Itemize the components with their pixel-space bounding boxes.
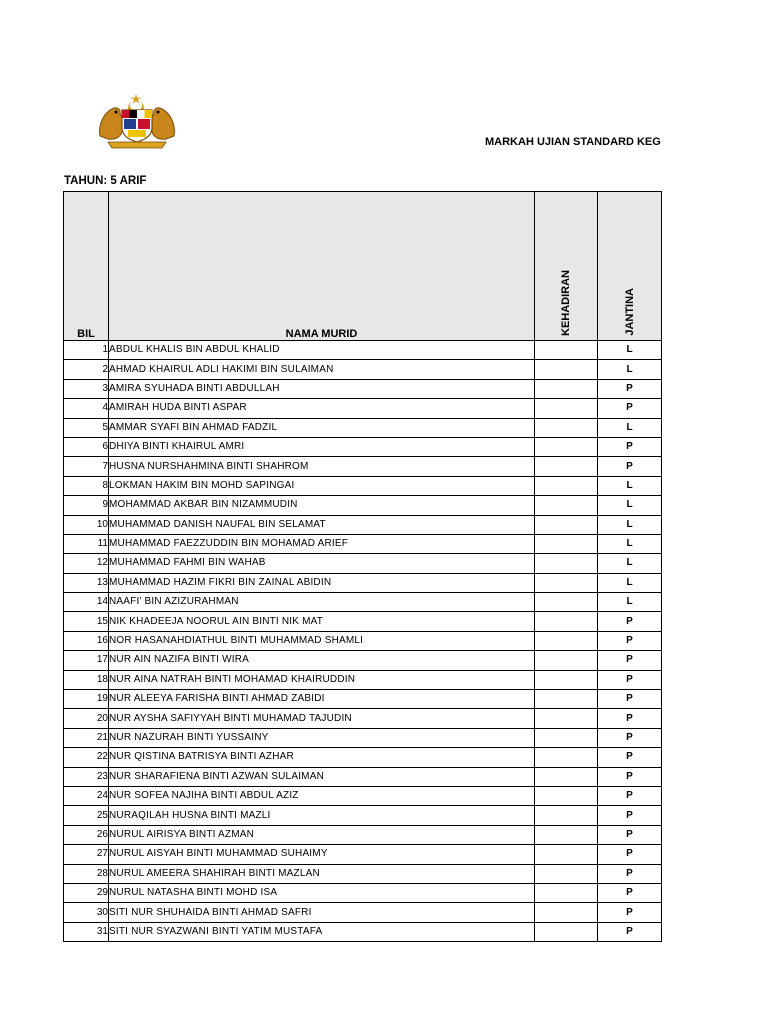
attendance-cell[interactable]	[535, 767, 598, 786]
table-row	[64, 379, 662, 398]
student-name-cell: NUR NAZURAH BINTI YUSSAINY	[109, 728, 535, 747]
gender-cell: P	[598, 651, 662, 670]
student-name-cell: NUR QISTINA BATRISYA BINTI AZHAR	[109, 748, 535, 767]
student-name-cell: NUR SOFEA NAJIHA BINTI ABDUL AZIZ	[109, 786, 535, 805]
student-name-cell: MUHAMMAD FAEZZUDDIN BIN MOHAMAD ARIEF	[109, 534, 535, 553]
row-number-cell: 7	[64, 457, 109, 476]
attendance-cell[interactable]	[535, 903, 598, 922]
table-row	[64, 515, 662, 534]
row-number-cell: 18	[64, 670, 109, 689]
gender-cell: P	[598, 825, 662, 844]
student-name-cell: AMMAR SYAFI BIN AHMAD FADZIL	[109, 418, 535, 437]
student-name-cell: SITI NUR SYAZWANI BINTI YATIM MUSTAFA	[109, 922, 535, 941]
attendance-cell[interactable]	[535, 496, 598, 515]
student-name-cell: NURUL AISYAH BINTI MUHAMMAD SUHAIMY	[109, 845, 535, 864]
student-name-cell: NUR AIN NAZIFA BINTI WIRA	[109, 651, 535, 670]
table-row	[64, 341, 662, 360]
attendance-cell[interactable]	[535, 670, 598, 689]
gender-cell: P	[598, 457, 662, 476]
row-number-cell: 13	[64, 573, 109, 592]
table-row	[64, 554, 662, 573]
attendance-cell[interactable]	[535, 825, 598, 844]
gender-cell: P	[598, 379, 662, 398]
gender-cell: P	[598, 612, 662, 631]
table-row	[64, 864, 662, 883]
attendance-cell[interactable]	[535, 690, 598, 709]
row-number-cell: 12	[64, 554, 109, 573]
gender-cell: L	[598, 593, 662, 612]
gender-cell: L	[598, 573, 662, 592]
attendance-cell[interactable]	[535, 379, 598, 398]
student-name-cell: NOR HASANAHDIATHUL BINTI MUHAMMAD SHAMLI	[109, 631, 535, 650]
student-name-cell: MUHAMMAD HAZIM FIKRI BIN ZAINAL ABIDIN	[109, 573, 535, 592]
row-number-cell: 22	[64, 748, 109, 767]
attendance-cell[interactable]	[535, 864, 598, 883]
student-name-cell: NURUL NATASHA BINTI MOHD ISA	[109, 883, 535, 902]
table-row	[64, 573, 662, 592]
attendance-cell[interactable]	[535, 418, 598, 437]
gender-cell: L	[598, 360, 662, 379]
row-number-cell: 23	[64, 767, 109, 786]
gender-cell: P	[598, 786, 662, 805]
attendance-cell[interactable]	[535, 806, 598, 825]
table-row	[64, 748, 662, 767]
gender-cell: L	[598, 476, 662, 495]
student-name-cell: NURUL AIRISYA BINTI AZMAN	[109, 825, 535, 844]
attendance-cell[interactable]	[535, 554, 598, 573]
student-name-cell: LOKMAN HAKIM BIN MOHD SAPINGAI	[109, 476, 535, 495]
row-number-cell: 24	[64, 786, 109, 805]
attendance-cell[interactable]	[535, 534, 598, 553]
row-number-cell: 21	[64, 728, 109, 747]
student-name-cell: AHMAD KHAIRUL ADLI HAKIMI BIN SULAIMAN	[109, 360, 535, 379]
row-number-cell: 27	[64, 845, 109, 864]
table-row	[64, 690, 662, 709]
table-row	[64, 651, 662, 670]
row-number-cell: 9	[64, 496, 109, 515]
table-body	[64, 341, 662, 942]
student-name-cell: MOHAMMAD AKBAR BIN NIZAMMUDIN	[109, 496, 535, 515]
attendance-cell[interactable]	[535, 786, 598, 805]
gender-cell: P	[598, 845, 662, 864]
attendance-cell[interactable]	[535, 573, 598, 592]
table-row	[64, 709, 662, 728]
table-row	[64, 786, 662, 805]
attendance-cell[interactable]	[535, 341, 598, 360]
row-number-cell: 19	[64, 690, 109, 709]
table-row	[64, 728, 662, 747]
attendance-cell[interactable]	[535, 651, 598, 670]
table-row	[64, 399, 662, 418]
column-header-nama-murid: NAMA MURID	[109, 192, 535, 341]
row-number-cell: 6	[64, 437, 109, 456]
gender-cell: P	[598, 690, 662, 709]
student-name-cell: AMIRAH HUDA BINTI ASPAR	[109, 399, 535, 418]
row-number-cell: 30	[64, 903, 109, 922]
gender-cell: L	[598, 515, 662, 534]
row-number-cell: 29	[64, 883, 109, 902]
attendance-cell[interactable]	[535, 457, 598, 476]
row-number-cell: 17	[64, 651, 109, 670]
attendance-cell[interactable]	[535, 748, 598, 767]
attendance-cell[interactable]	[535, 476, 598, 495]
gender-cell: L	[598, 554, 662, 573]
gender-cell: P	[598, 864, 662, 883]
table-row	[64, 612, 662, 631]
table-row	[64, 883, 662, 902]
student-name-cell: NUR AYSHA SAFIYYAH BINTI MUHAMAD TAJUDIN	[109, 709, 535, 728]
gender-cell: P	[598, 748, 662, 767]
student-name-cell: NUR ALEEYA FARISHA BINTI AHMAD ZABIDI	[109, 690, 535, 709]
table-row	[64, 360, 662, 379]
student-name-cell: MUHAMMAD FAHMI BIN WAHAB	[109, 554, 535, 573]
student-name-cell: NURUL AMEERA SHAHIRAH BINTI MAZLAN	[109, 864, 535, 883]
student-name-cell: NIK KHADEEJA NOORUL AIN BINTI NIK MAT	[109, 612, 535, 631]
column-header-jantina: JANTINA	[598, 192, 662, 341]
attendance-cell[interactable]	[535, 883, 598, 902]
attendance-cell[interactable]	[535, 631, 598, 650]
table-row	[64, 670, 662, 689]
gender-cell: P	[598, 922, 662, 941]
column-header-bil: BIL	[64, 192, 109, 341]
gender-cell: L	[598, 534, 662, 553]
table-row	[64, 922, 662, 941]
row-number-cell: 14	[64, 593, 109, 612]
attendance-cell[interactable]	[535, 360, 598, 379]
student-name-cell: DHIYA BINTI KHAIRUL AMRI	[109, 437, 535, 456]
coat-of-arms-icon	[94, 92, 180, 150]
student-name-cell: NUR AINA NATRAH BINTI MOHAMAD KHAIRUDDIN	[109, 670, 535, 689]
gender-cell: P	[598, 903, 662, 922]
table-row	[64, 845, 662, 864]
student-name-cell: ABDUL KHALIS BIN ABDUL KHALID	[109, 341, 535, 360]
row-number-cell: 1	[64, 341, 109, 360]
student-table	[63, 191, 662, 942]
class-label: TAHUN: 5 ARIF	[64, 175, 147, 187]
gender-cell: P	[598, 728, 662, 747]
gender-cell: L	[598, 418, 662, 437]
student-name-cell: NURAQILAH HUSNA BINTI MAZLI	[109, 806, 535, 825]
table-header-row	[64, 192, 662, 341]
row-number-cell: 8	[64, 476, 109, 495]
table-row	[64, 631, 662, 650]
table-row	[64, 418, 662, 437]
gender-cell: P	[598, 709, 662, 728]
table-row	[64, 476, 662, 495]
row-number-cell: 3	[64, 379, 109, 398]
gender-cell: P	[598, 767, 662, 786]
row-number-cell: 28	[64, 864, 109, 883]
gender-cell: L	[598, 496, 662, 515]
row-number-cell: 31	[64, 922, 109, 941]
gender-cell: P	[598, 670, 662, 689]
row-number-cell: 10	[64, 515, 109, 534]
attendance-cell[interactable]	[535, 593, 598, 612]
table-row	[64, 806, 662, 825]
row-number-cell: 4	[64, 399, 109, 418]
attendance-cell[interactable]	[535, 709, 598, 728]
table-row	[64, 457, 662, 476]
attendance-cell[interactable]	[535, 922, 598, 941]
gender-cell: P	[598, 437, 662, 456]
attendance-cell[interactable]	[535, 612, 598, 631]
row-number-cell: 16	[64, 631, 109, 650]
table-row	[64, 437, 662, 456]
attendance-cell[interactable]	[535, 845, 598, 864]
table-row	[64, 903, 662, 922]
row-number-cell: 26	[64, 825, 109, 844]
attendance-cell[interactable]	[535, 728, 598, 747]
student-name-cell: HUSNA NURSHAHMINA BINTI SHAHROM	[109, 457, 535, 476]
table-row	[64, 534, 662, 553]
gender-cell: P	[598, 631, 662, 650]
attendance-cell[interactable]	[535, 515, 598, 534]
student-name-cell: NAAFI' BIN AZIZURAHMAN	[109, 593, 535, 612]
gender-cell: P	[598, 399, 662, 418]
student-name-cell: NUR SHARAFIENA BINTI AZWAN SULAIMAN	[109, 767, 535, 786]
table-row	[64, 825, 662, 844]
table-row	[64, 593, 662, 612]
student-name-cell: MUHAMMAD DANISH NAUFAL BIN SELAMAT	[109, 515, 535, 534]
table-row	[64, 767, 662, 786]
row-number-cell: 2	[64, 360, 109, 379]
row-number-cell: 11	[64, 534, 109, 553]
row-number-cell: 20	[64, 709, 109, 728]
student-name-cell: SITI NUR SHUHAIDA BINTI AHMAD SAFRI	[109, 903, 535, 922]
column-header-kehadiran: KEHADIRAN	[535, 192, 598, 341]
gender-cell: P	[598, 806, 662, 825]
student-name-cell: AMIRA SYUHADA BINTI ABDULLAH	[109, 379, 535, 398]
table-row	[64, 496, 662, 515]
row-number-cell: 5	[64, 418, 109, 437]
row-number-cell: 25	[64, 806, 109, 825]
sheet-title: MARKAH UJIAN STANDARD KEG	[485, 136, 661, 148]
attendance-cell[interactable]	[535, 437, 598, 456]
row-number-cell: 15	[64, 612, 109, 631]
gender-cell: P	[598, 883, 662, 902]
gender-cell: L	[598, 341, 662, 360]
attendance-cell[interactable]	[535, 399, 598, 418]
